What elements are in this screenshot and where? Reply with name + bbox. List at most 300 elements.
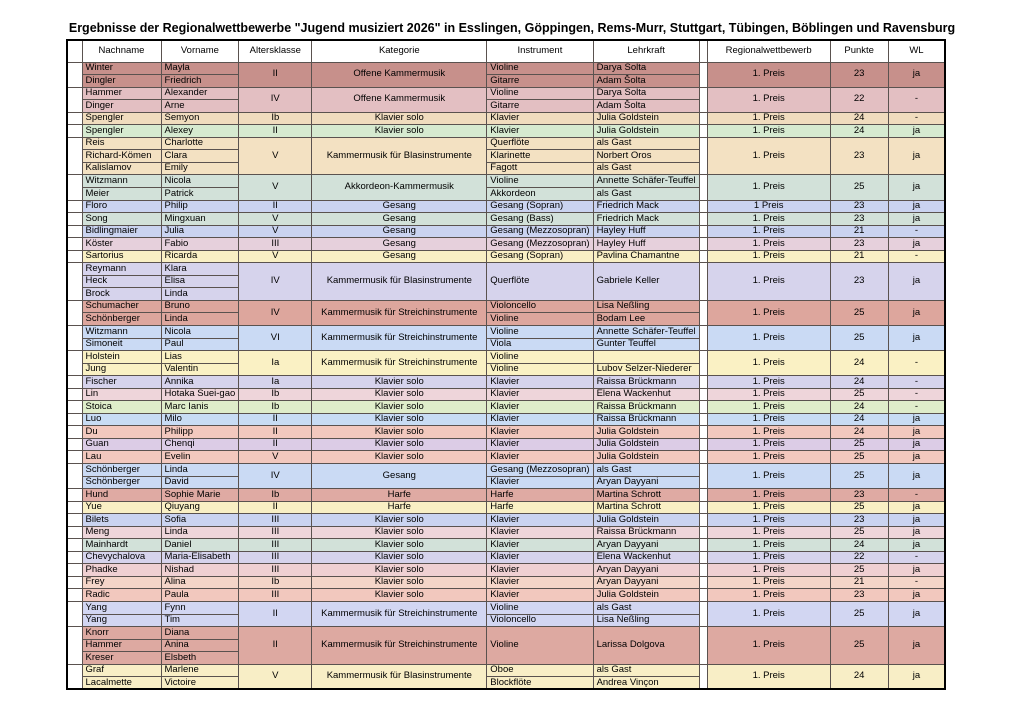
spacer-cell-left xyxy=(67,401,82,414)
cell-kategorie: Gesang xyxy=(312,213,487,226)
cell-kategorie: Akkordeon-Kammermusik xyxy=(312,175,487,200)
spacer-cell-mid xyxy=(699,388,707,401)
cell-altersklasse: III xyxy=(239,514,312,527)
cell-instrument: Violine xyxy=(487,363,593,376)
cell-wl: ja xyxy=(888,539,945,552)
cell-vorname: Linda xyxy=(161,526,239,539)
cell-kategorie: Klavier solo xyxy=(312,388,487,401)
cell-instrument: Klavier xyxy=(487,376,593,389)
spacer-cell-mid xyxy=(699,514,707,527)
cell-wl: - xyxy=(888,401,945,414)
cell-instrument: Harfe xyxy=(487,489,593,502)
cell-nachname: Richard-Kömen xyxy=(82,150,161,163)
cell-wl: ja xyxy=(888,325,945,350)
cell-nachname: Spengler xyxy=(82,112,161,125)
cell-kategorie: Klavier solo xyxy=(312,401,487,414)
cell-vorname: Patrick xyxy=(161,187,239,200)
cell-regionalwettbewerb: 1. Preis xyxy=(707,576,830,589)
table-row xyxy=(67,627,945,640)
cell-wl: ja xyxy=(888,200,945,213)
table-row xyxy=(67,539,945,552)
cell-lehrkraft: Friedrich Mack xyxy=(593,200,699,213)
cell-nachname: Sartorius xyxy=(82,250,161,263)
cell-regionalwettbewerb: 1. Preis xyxy=(707,627,830,665)
cell-regionalwettbewerb: 1. Preis xyxy=(707,602,830,627)
cell-punkte: 24 xyxy=(830,426,888,439)
spacer-cell-left xyxy=(67,589,82,602)
spacer-cell-left xyxy=(67,526,82,539)
spacer-cell-mid xyxy=(699,551,707,564)
cell-instrument: Blockflöte xyxy=(487,677,593,690)
cell-lehrkraft: Julia Goldstein xyxy=(593,438,699,451)
cell-kategorie: Klavier solo xyxy=(312,564,487,577)
cell-kategorie: Klavier solo xyxy=(312,551,487,564)
cell-altersklasse: IV xyxy=(239,87,312,112)
spacer-cell-mid xyxy=(699,413,707,426)
cell-altersklasse: IV xyxy=(239,300,312,325)
cell-nachname: Schönberger xyxy=(82,313,161,326)
table-row xyxy=(67,576,945,589)
cell-altersklasse: V xyxy=(239,137,312,175)
spacer-cell-mid xyxy=(699,351,707,376)
table-row xyxy=(67,125,945,138)
cell-lehrkraft: Aryan Dayyani xyxy=(593,476,699,489)
cell-nachname: Stoica xyxy=(82,401,161,414)
cell-regionalwettbewerb: 1. Preis xyxy=(707,413,830,426)
cell-wl: ja xyxy=(888,564,945,577)
cell-instrument: Klavier xyxy=(487,438,593,451)
cell-lehrkraft: als Gast xyxy=(593,464,699,477)
cell-wl: - xyxy=(888,112,945,125)
cell-kategorie: Gesang xyxy=(312,464,487,489)
spacer-cell-left xyxy=(67,250,82,263)
column-header-regionalwettbewerb: Regionalwettbewerb xyxy=(707,40,830,62)
cell-kategorie: Kammermusik für Streichinstrumente xyxy=(312,351,487,376)
cell-regionalwettbewerb: 1. Preis xyxy=(707,551,830,564)
cell-punkte: 24 xyxy=(830,351,888,376)
cell-kategorie: Kammermusik für Streichinstrumente xyxy=(312,300,487,325)
cell-punkte: 24 xyxy=(830,539,888,552)
cell-vorname: Bruno xyxy=(161,300,239,313)
cell-vorname: Sofia xyxy=(161,514,239,527)
spacer-cell-mid xyxy=(699,213,707,226)
cell-vorname: Victoire xyxy=(161,677,239,690)
table-row xyxy=(67,501,945,514)
cell-nachname: Bilets xyxy=(82,514,161,527)
cell-punkte: 25 xyxy=(830,526,888,539)
cell-vorname: Tim xyxy=(161,614,239,627)
cell-lehrkraft: Raissa Brückmann xyxy=(593,413,699,426)
cell-vorname: Semyon xyxy=(161,112,239,125)
table-row xyxy=(67,300,945,313)
cell-regionalwettbewerb: 1. Preis xyxy=(707,263,830,301)
cell-instrument: Oboe xyxy=(487,664,593,677)
table-row xyxy=(67,413,945,426)
cell-nachname: Floro xyxy=(82,200,161,213)
cell-vorname: Evelin xyxy=(161,451,239,464)
cell-regionalwettbewerb: 1. Preis xyxy=(707,489,830,502)
cell-vorname: Mingxuan xyxy=(161,213,239,226)
table-row xyxy=(67,200,945,213)
table-row xyxy=(67,137,945,150)
cell-punkte: 25 xyxy=(830,175,888,200)
cell-nachname: Meng xyxy=(82,526,161,539)
spacer-cell-mid xyxy=(699,125,707,138)
cell-vorname: Alina xyxy=(161,576,239,589)
cell-regionalwettbewerb: 1. Preis xyxy=(707,213,830,226)
cell-regionalwettbewerb: 1. Preis xyxy=(707,325,830,350)
cell-instrument: Viola xyxy=(487,338,593,351)
cell-nachname: Witzmann xyxy=(82,175,161,188)
cell-altersklasse: II xyxy=(239,413,312,426)
spacer-cell-left xyxy=(67,213,82,226)
cell-vorname: Elsbeth xyxy=(161,652,239,665)
cell-vorname: Linda xyxy=(161,288,239,301)
cell-altersklasse: Ia xyxy=(239,376,312,389)
cell-nachname: Yang xyxy=(82,614,161,627)
cell-wl: - xyxy=(888,388,945,401)
spacer-cell-mid xyxy=(699,238,707,251)
cell-regionalwettbewerb: 1. Preis xyxy=(707,62,830,87)
cell-lehrkraft: Annette Schäfer-Teuffel xyxy=(593,325,699,338)
cell-regionalwettbewerb: 1. Preis xyxy=(707,438,830,451)
cell-kategorie: Kammermusik für Streichinstrumente xyxy=(312,627,487,665)
cell-nachname: Yue xyxy=(82,501,161,514)
cell-nachname: Winter xyxy=(82,62,161,75)
spacer-cell-mid xyxy=(699,501,707,514)
cell-regionalwettbewerb: 1. Preis xyxy=(707,137,830,175)
cell-instrument: Klavier xyxy=(487,451,593,464)
cell-wl: ja xyxy=(888,137,945,175)
cell-instrument: Klavier xyxy=(487,576,593,589)
cell-wl: - xyxy=(888,225,945,238)
cell-kategorie: Kammermusik für Blasinstrumente xyxy=(312,137,487,175)
spacer-cell-mid xyxy=(699,263,707,301)
spacer-cell-left xyxy=(67,300,82,325)
cell-vorname: Alexander xyxy=(161,87,239,100)
cell-vorname: Clara xyxy=(161,150,239,163)
cell-nachname: Heck xyxy=(82,275,161,288)
cell-kategorie: Harfe xyxy=(312,501,487,514)
spacer-cell-mid xyxy=(699,438,707,451)
cell-instrument: Fagott xyxy=(487,162,593,175)
spacer-cell-left xyxy=(67,238,82,251)
cell-nachname: Bidlingmaier xyxy=(82,225,161,238)
cell-vorname: Qiuyang xyxy=(161,501,239,514)
spacer-cell-left xyxy=(67,551,82,564)
cell-punkte: 24 xyxy=(830,112,888,125)
cell-wl: ja xyxy=(888,602,945,627)
cell-vorname: Linda xyxy=(161,313,239,326)
cell-punkte: 25 xyxy=(830,602,888,627)
table-row xyxy=(67,325,945,338)
cell-vorname: Ricarda xyxy=(161,250,239,263)
column-header-kategorie: Kategorie xyxy=(312,40,487,62)
cell-vorname: Paula xyxy=(161,589,239,602)
cell-regionalwettbewerb: 1. Preis xyxy=(707,526,830,539)
cell-altersklasse: II xyxy=(239,125,312,138)
cell-wl: ja xyxy=(888,664,945,689)
cell-punkte: 23 xyxy=(830,62,888,87)
cell-instrument: Klavier xyxy=(487,589,593,602)
cell-vorname: Philip xyxy=(161,200,239,213)
cell-nachname: Simoneit xyxy=(82,338,161,351)
cell-nachname: Dingler xyxy=(82,75,161,88)
cell-punkte: 24 xyxy=(830,376,888,389)
cell-vorname: Marlene xyxy=(161,664,239,677)
cell-lehrkraft xyxy=(593,351,699,364)
cell-lehrkraft: Aryan Dayyani xyxy=(593,576,699,589)
cell-altersklasse: V xyxy=(239,451,312,464)
cell-wl: - xyxy=(888,250,945,263)
cell-punkte: 21 xyxy=(830,576,888,589)
cell-instrument: Gesang (Sopran) xyxy=(487,200,593,213)
cell-altersklasse: II xyxy=(239,200,312,213)
spacer-cell-mid xyxy=(699,112,707,125)
cell-lehrkraft: Bodam Lee xyxy=(593,313,699,326)
cell-lehrkraft: Aryan Dayyani xyxy=(593,539,699,552)
cell-lehrkraft: als Gast xyxy=(593,137,699,150)
cell-vorname: Annika xyxy=(161,376,239,389)
cell-punkte: 23 xyxy=(830,263,888,301)
spacer-cell-left xyxy=(67,451,82,464)
cell-regionalwettbewerb: 1. Preis xyxy=(707,376,830,389)
cell-lehrkraft: als Gast xyxy=(593,162,699,175)
spacer-cell-left xyxy=(67,602,82,627)
cell-regionalwettbewerb: 1. Preis xyxy=(707,564,830,577)
cell-instrument: Klavier xyxy=(487,413,593,426)
cell-altersklasse: Ib xyxy=(239,576,312,589)
cell-instrument: Violoncello xyxy=(487,614,593,627)
table-row xyxy=(67,376,945,389)
cell-kategorie: Kammermusik für Streichinstrumente xyxy=(312,602,487,627)
spacer-cell-mid xyxy=(699,250,707,263)
spacer-cell-left xyxy=(67,351,82,376)
spacer-cell-mid xyxy=(699,175,707,200)
cell-vorname: Fynn xyxy=(161,602,239,615)
cell-lehrkraft: Norbert Oros xyxy=(593,150,699,163)
cell-regionalwettbewerb: 1. Preis xyxy=(707,401,830,414)
cell-punkte: 25 xyxy=(830,325,888,350)
cell-wl: ja xyxy=(888,175,945,200)
cell-instrument: Violine xyxy=(487,175,593,188)
cell-nachname: Brock xyxy=(82,288,161,301)
cell-lehrkraft: Raissa Brückmann xyxy=(593,401,699,414)
cell-wl: - xyxy=(888,489,945,502)
cell-punkte: 25 xyxy=(830,501,888,514)
cell-altersklasse: III xyxy=(239,589,312,602)
cell-instrument: Gesang (Sopran) xyxy=(487,250,593,263)
cell-kategorie: Klavier solo xyxy=(312,526,487,539)
cell-instrument: Gesang (Mezzosopran) xyxy=(487,464,593,477)
cell-nachname: Phadke xyxy=(82,564,161,577)
cell-punkte: 24 xyxy=(830,413,888,426)
cell-vorname: Emily xyxy=(161,162,239,175)
spacer-cell-left xyxy=(67,200,82,213)
cell-altersklasse: II xyxy=(239,501,312,514)
cell-vorname: Arne xyxy=(161,100,239,113)
cell-nachname: Lin xyxy=(82,388,161,401)
spacer-cell-left xyxy=(67,225,82,238)
cell-wl: - xyxy=(888,551,945,564)
cell-instrument: Klavier xyxy=(487,539,593,552)
cell-kategorie: Gesang xyxy=(312,238,487,251)
cell-lehrkraft: Julia Goldstein xyxy=(593,514,699,527)
cell-nachname: Luo xyxy=(82,413,161,426)
cell-punkte: 25 xyxy=(830,438,888,451)
header-row xyxy=(67,40,945,62)
cell-vorname: Linda xyxy=(161,464,239,477)
cell-nachname: Song xyxy=(82,213,161,226)
cell-punkte: 23 xyxy=(830,213,888,226)
cell-altersklasse: III xyxy=(239,551,312,564)
cell-wl: ja xyxy=(888,125,945,138)
spacer-cell-mid xyxy=(699,664,707,689)
cell-altersklasse: Ia xyxy=(239,351,312,376)
table-row xyxy=(67,401,945,414)
cell-kategorie: Offene Kammermusik xyxy=(312,62,487,87)
cell-lehrkraft: Julia Goldstein xyxy=(593,451,699,464)
cell-instrument: Gitarre xyxy=(487,100,593,113)
cell-nachname: Chevychalova xyxy=(82,551,161,564)
cell-regionalwettbewerb: 1. Preis xyxy=(707,501,830,514)
spacer-cell-left xyxy=(67,664,82,689)
table-row xyxy=(67,564,945,577)
cell-punkte: 25 xyxy=(830,627,888,665)
cell-regionalwettbewerb: 1. Preis xyxy=(707,112,830,125)
cell-wl: ja xyxy=(888,514,945,527)
cell-lehrkraft: Andrea Vinçon xyxy=(593,677,699,690)
cell-vorname: Diana xyxy=(161,627,239,640)
cell-lehrkraft: Julia Goldstein xyxy=(593,589,699,602)
cell-punkte: 23 xyxy=(830,200,888,213)
cell-punkte: 24 xyxy=(830,125,888,138)
cell-altersklasse: Ib xyxy=(239,112,312,125)
cell-punkte: 23 xyxy=(830,514,888,527)
cell-kategorie: Klavier solo xyxy=(312,112,487,125)
spacer-cell-mid xyxy=(699,564,707,577)
cell-kategorie: Klavier solo xyxy=(312,576,487,589)
cell-lehrkraft: Lubov Selzer-Niederer xyxy=(593,363,699,376)
cell-lehrkraft: Martina Schrott xyxy=(593,501,699,514)
cell-nachname: Knorr xyxy=(82,627,161,640)
column-header-nachname: Nachname xyxy=(82,40,161,62)
cell-lehrkraft: Adam Šolta xyxy=(593,100,699,113)
cell-punkte: 22 xyxy=(830,87,888,112)
cell-instrument: Violine xyxy=(487,325,593,338)
cell-lehrkraft: Aryan Dayyani xyxy=(593,564,699,577)
cell-kategorie: Gesang xyxy=(312,225,487,238)
spacer-cell-left xyxy=(67,539,82,552)
cell-vorname: Marc Ianis xyxy=(161,401,239,414)
table-row xyxy=(67,250,945,263)
cell-wl: ja xyxy=(888,62,945,87)
table-row xyxy=(67,225,945,238)
cell-lehrkraft: Elena Wackenhut xyxy=(593,551,699,564)
cell-kategorie: Klavier solo xyxy=(312,514,487,527)
spacer-cell-mid xyxy=(699,137,707,175)
cell-kategorie: Klavier solo xyxy=(312,589,487,602)
cell-lehrkraft: als Gast xyxy=(593,187,699,200)
spacer-cell-left xyxy=(67,325,82,350)
cell-lehrkraft: Martina Schrott xyxy=(593,489,699,502)
cell-lehrkraft: Larissa Dolgova xyxy=(593,627,699,665)
cell-lehrkraft: Gabriele Keller xyxy=(593,263,699,301)
cell-punkte: 22 xyxy=(830,551,888,564)
cell-instrument: Klavier xyxy=(487,125,593,138)
table-row xyxy=(67,551,945,564)
cell-lehrkraft: Pavlina Chamantne xyxy=(593,250,699,263)
cell-nachname: Holstein xyxy=(82,351,161,364)
cell-nachname: Du xyxy=(82,426,161,439)
cell-lehrkraft: Raissa Brückmann xyxy=(593,376,699,389)
cell-punkte: 21 xyxy=(830,225,888,238)
spacer-cell-left xyxy=(67,489,82,502)
cell-lehrkraft: Annette Schäfer-Teuffel xyxy=(593,175,699,188)
table-row xyxy=(67,426,945,439)
cell-kategorie: Klavier solo xyxy=(312,413,487,426)
spacer-cell-left xyxy=(67,376,82,389)
cell-kategorie: Klavier solo xyxy=(312,125,487,138)
spacer-cell-mid xyxy=(699,451,707,464)
cell-regionalwettbewerb: 1. Preis xyxy=(707,464,830,489)
cell-kategorie: Offene Kammermusik xyxy=(312,87,487,112)
cell-wl: - xyxy=(888,376,945,389)
cell-kategorie: Gesang xyxy=(312,200,487,213)
cell-kategorie: Gesang xyxy=(312,250,487,263)
column-header-lehrkraft: Lehrkraft xyxy=(593,40,699,62)
cell-vorname: Maria-Elisabeth xyxy=(161,551,239,564)
cell-altersklasse: II xyxy=(239,627,312,665)
table-row xyxy=(67,351,945,364)
cell-kategorie: Kammermusik für Streichinstrumente xyxy=(312,325,487,350)
cell-wl: ja xyxy=(888,413,945,426)
cell-altersklasse: II xyxy=(239,438,312,451)
cell-regionalwettbewerb: 1. Preis xyxy=(707,664,830,689)
table-row xyxy=(67,213,945,226)
cell-regionalwettbewerb: 1. Preis xyxy=(707,300,830,325)
cell-altersklasse: V xyxy=(239,213,312,226)
spacer-cell-left xyxy=(67,62,82,87)
cell-punkte: 23 xyxy=(830,238,888,251)
cell-kategorie: Harfe xyxy=(312,489,487,502)
cell-lehrkraft: Raissa Brückmann xyxy=(593,526,699,539)
spacer-cell-left xyxy=(67,438,82,451)
spacer-cell-left xyxy=(67,627,82,665)
spacer-cell-mid xyxy=(699,200,707,213)
cell-regionalwettbewerb: 1 Preis xyxy=(707,200,830,213)
cell-kategorie: Kammermusik für Blasinstrumente xyxy=(312,664,487,689)
spacer-cell-left xyxy=(67,125,82,138)
cell-instrument: Violine xyxy=(487,313,593,326)
cell-lehrkraft: Julia Goldstein xyxy=(593,426,699,439)
cell-wl: ja xyxy=(888,426,945,439)
cell-punkte: 23 xyxy=(830,489,888,502)
spacer-cell-left xyxy=(67,87,82,112)
cell-nachname: Guan xyxy=(82,438,161,451)
table-row xyxy=(67,514,945,527)
cell-vorname: Philipp xyxy=(161,426,239,439)
cell-nachname: Frey xyxy=(82,576,161,589)
cell-nachname: Kreser xyxy=(82,652,161,665)
spacer-cell-mid xyxy=(699,464,707,489)
spacer-cell-left xyxy=(67,426,82,439)
cell-instrument: Querflöte xyxy=(487,137,593,150)
cell-instrument: Violine xyxy=(487,87,593,100)
cell-nachname: Reymann xyxy=(82,263,161,276)
cell-altersklasse: V xyxy=(239,250,312,263)
spacer-cell-left xyxy=(67,175,82,200)
